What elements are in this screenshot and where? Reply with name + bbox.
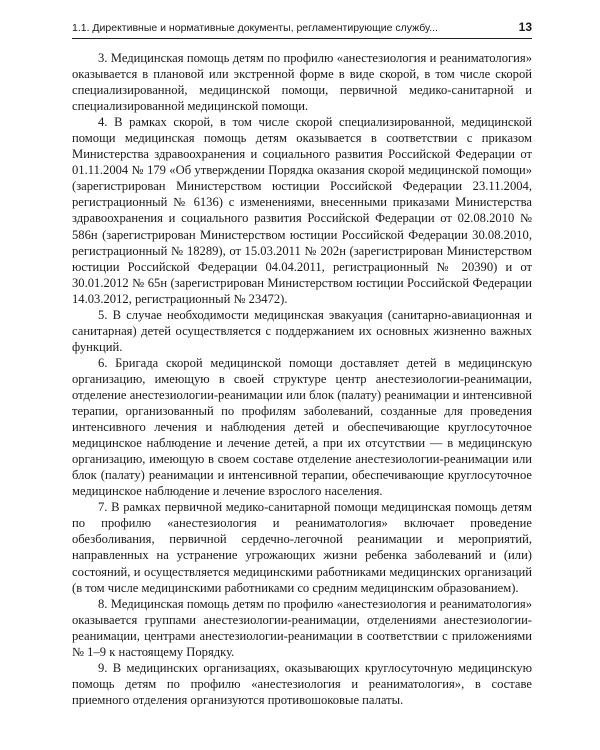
paragraph-9: 9. В медицинских организациях, оказывающих круглосуточную медицинскую помощь детям по профилю «анестезиология и реаниматология», в составе приемного отделения организуются противошоковые палаты. <box>72 660 532 707</box>
paragraph-6: 6. Бригада скорой медицинской помощи доставляет детей в медицинскую организацию, имеющую в своей структуре центр анестезиологии-реанимации, отделение анестезиологии-реанимации или блок (палату) реанимации и интенсивной терапии, организованный по профилям заболеваний, созданные для проведения интенсивного лечения и наблюдения детей и обеспечивающие круглосуточное медицинское наблюдение и лечение детей, а при их отсутствии — в медицинскую организацию, имеющую в своем составе отделение анестезиологии-реанимации или блок (палату) реанимации и интенсивной терапии, обеспечивающие круглосуточное медицинское наблюдение и лечение взрослого населения. <box>72 355 532 499</box>
paragraph-7: 7. В рамках первичной медико-санитарной помощи медицинская помощь детям по профилю «анестезиология и реаниматология» включает проведение обезболивания, первичной сердечно-легочной реанимации и мероприятий, направленных на устранение угрожающих жизни ребенка заболеваний и (или) состояний, и осуществляется медицинскими работниками медицинских организаций (в том числе медицинскими работниками со средним медицинским образованием). <box>72 500 532 595</box>
body-text <box>72 50 532 708</box>
paragraph-5: 5. В случае необходимости медицинская эвакуация (санитарно-авиационная и санитарная) детей осуществляется с поддержанием их основных жизненно важных функций. <box>72 307 532 354</box>
running-title: 1.1. Директивные и нормативные документы, регламентирующие службу... <box>72 22 438 34</box>
paragraph-8: 8. Медицинская помощь детям по профилю «анестезиология и реаниматология» оказывается группами анестезиологии-реанимации, отделениями анестезиологии-реанимации, центрами анестезиологии-реанимации в соответствии с приложениями № 1–9 к настоящему Порядку. <box>72 596 532 659</box>
paragraph-4: 4. В рамках скорой, в том числе скорой специализированной, медицинской помощи медицинская помощь детям оказывается в соответствии с приказом Министерства здравоохранения и социального развития Российской Федерации от 01.11.2004 № 179 «Об утверждении Порядка оказания скорой медицинской помощи» (зарегистрирован Министерством юстиции Российской Федерации 23.11.2004, регистрационный № 6136) с изменениями, внесенными приказами Министерства здравоохранения и социального развития Российской Федерации от 02.08.2010 № 586н (зарегистрирован Министерством юстиции Российской Федерации 30.08.2010, регистрационный № 18289), от 15.03.2011 № 202н (зарегистрирован Министерством юстиции Российской Федерации 04.04.2011, регистрационный № 20390) и от 30.01.2012 № 65н (зарегистрирован Министерством юстиции Российской Федерации 14.03.2012, регистрационный № 23472). <box>72 115 532 306</box>
running-header <box>72 20 532 39</box>
paragraph-3: 3. Медицинская помощь детям по профилю «анестезиология и реаниматология» оказывается в плановой или экстренной форме в виде скорой, в том числе скорой специализированной, медицинской помощи, первичной медико-санитарной и специализированной медицинской помощи. <box>72 51 532 114</box>
page-number: 13 <box>518 20 532 34</box>
